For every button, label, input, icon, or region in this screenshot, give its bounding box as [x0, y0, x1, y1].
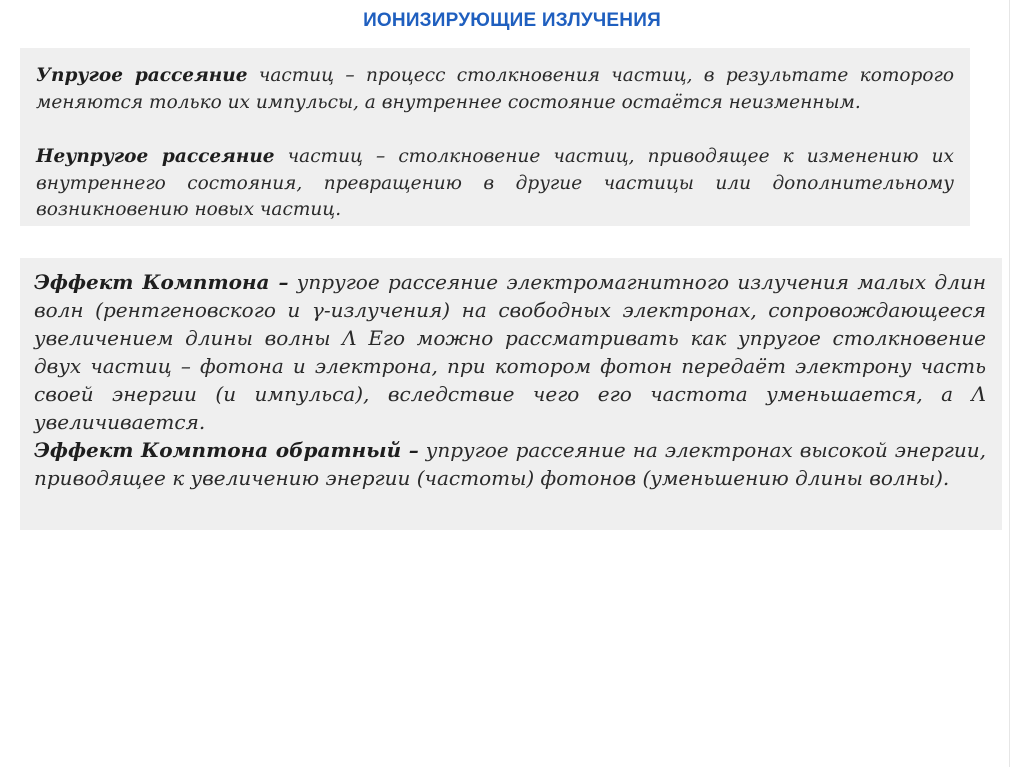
compton-effect-definition	[34, 268, 986, 436]
inverse-compton-definition	[34, 436, 986, 492]
compton-effect-text: упругое рассеяние электромагнитного излучения малых длин волн (рентгеновского и γ-излучения) на свободных электронах, сопровождающееся увеличением длины волны Λ Его можно рассматривать как упругое столкновение двух частиц – фотона и электрона, при котором фотон передаёт электрону часть своей энергии (и импульса), вследствие чего его частота уменьшается, а Λ увеличивается.	[34, 270, 986, 434]
inelastic-scattering-definition	[36, 144, 954, 224]
inverse-compton-term: Эффект Комптона обратный –	[34, 438, 419, 462]
inelastic-scattering-text: частиц – столкновение частиц, приводящее к изменению их внутреннего состояния, превращению в другие частицы или дополнительному возникновению новых частиц.	[36, 146, 954, 220]
slide-title: ИОНИЗИРУЮЩИЕ ИЗЛУЧЕНИЯ	[363, 10, 661, 31]
compton-effect-term: Эффект Комптона –	[34, 270, 289, 294]
compton-effect-image	[20, 258, 1002, 530]
inelastic-scattering-term: Неупругое рассеяние	[36, 146, 275, 167]
scattering-definitions-image	[20, 48, 970, 226]
inverse-compton-text: упругое рассеяние на электронах высокой энергии, приводящее к увеличению энергии (частоты) фотонов (уменьшению длины волны).	[34, 438, 986, 490]
elastic-scattering-definition	[36, 63, 954, 116]
elastic-scattering-term: Упругое рассеяние	[36, 65, 248, 86]
elastic-scattering-text: частиц – процесс столкновения частиц, в результате которого меняются только их импульсы, а внутреннее состояние остаётся неизменным.	[36, 65, 954, 113]
